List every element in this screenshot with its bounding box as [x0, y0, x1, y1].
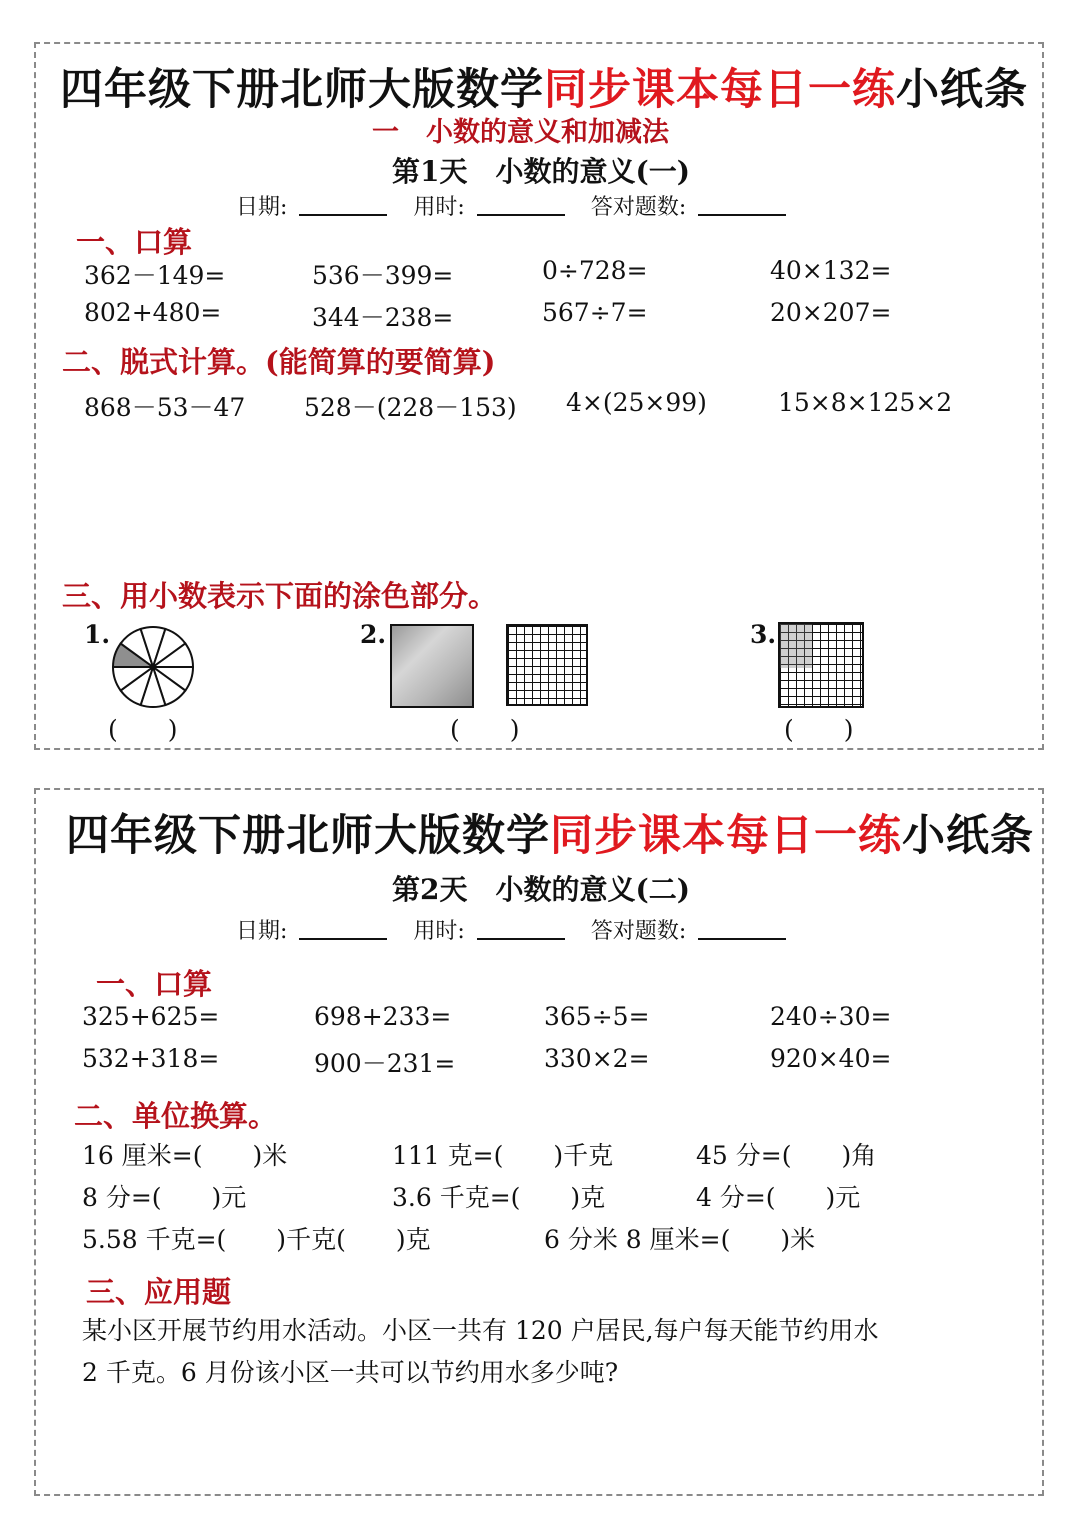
conversion-item: 3.6 千克=( )克 — [392, 1183, 606, 1212]
conversion-item: 5.58 千克=( )千克( )克 — [82, 1225, 431, 1254]
calc-item: 40×132= — [770, 256, 892, 285]
answer-paren-2[interactable]: ( ) — [450, 715, 520, 744]
conversion-item: 16 厘米=( )米 — [82, 1141, 288, 1170]
worksheet-banner — [66, 802, 1034, 863]
time-blank[interactable] — [477, 938, 565, 940]
correct-count-blank[interactable] — [698, 214, 786, 216]
day-title: 第1天 小数的意义(一) — [392, 155, 690, 188]
correct-count-label: 答对题数: — [590, 919, 687, 944]
figure-label-1: 1. — [84, 620, 111, 649]
calc-item: 325+625= — [82, 1002, 220, 1031]
step-calc-item: 868－53－47 — [84, 393, 246, 422]
figure-label-2: 2. — [360, 620, 387, 649]
banner-part-red: 同步课本每日一练 — [550, 811, 902, 861]
calc-item: 900－231= — [314, 1049, 456, 1078]
calc-item: 532+318= — [82, 1044, 220, 1073]
hundred-grid-figure — [506, 624, 588, 706]
calc-item: 240÷30= — [770, 1002, 892, 1031]
worksheet-card-day2 — [34, 788, 1044, 1496]
calc-item: 920×40= — [770, 1044, 892, 1073]
date-blank[interactable] — [299, 938, 387, 940]
correct-count-label: 答对题数: — [590, 195, 687, 220]
grid-shaded-area — [780, 624, 812, 668]
worksheet-card-day1 — [34, 42, 1044, 750]
section-title-mental-math: 一、口算 — [96, 967, 213, 1001]
step-calc-item: 15×8×125×2 — [778, 388, 953, 417]
conversion-item: 45 分=( )角 — [696, 1141, 877, 1170]
section-title-mental-math: 一、口算 — [76, 225, 193, 259]
calc-item: 536－399= — [312, 261, 454, 290]
banner-part-black: 四年级下册北师大版数学 — [60, 65, 544, 115]
time-blank[interactable] — [477, 214, 565, 216]
time-label: 用时: — [413, 919, 465, 944]
banner-part-red: 同步课本每日一练 — [544, 65, 896, 115]
calc-item: 330×2= — [544, 1044, 650, 1073]
conversion-item: 6 分米 8 厘米=( )米 — [544, 1225, 816, 1254]
answer-paren-1[interactable]: ( ) — [108, 715, 178, 744]
banner-part-black-end: 小纸条 — [902, 811, 1034, 861]
worksheet-banner — [60, 56, 1028, 117]
meta-row — [236, 190, 812, 221]
conversion-item: 111 克=( )千克 — [392, 1141, 614, 1170]
date-label: 日期: — [236, 919, 288, 944]
unit-title: 一 小数的意义和加减法 — [372, 117, 669, 148]
calc-item: 567÷7= — [542, 298, 648, 327]
time-label: 用时: — [413, 195, 465, 220]
calc-item: 698+233= — [314, 1002, 452, 1031]
section-title-shaded-decimal: 三、用小数表示下面的涂色部分。 — [62, 579, 498, 613]
section-title-word-problem: 三、应用题 — [86, 1275, 232, 1309]
correct-count-blank[interactable] — [698, 938, 786, 940]
section-title-unit-conversion: 二、单位换算。 — [74, 1099, 278, 1133]
meta-row — [236, 914, 812, 945]
calc-item: 344－238= — [312, 303, 454, 332]
calc-item: 0÷728= — [542, 256, 648, 285]
day-title: 第2天 小数的意义(二) — [392, 873, 690, 906]
calc-item: 365÷5= — [544, 1002, 650, 1031]
calc-item: 20×207= — [770, 298, 892, 327]
conversion-item: 8 分=( )元 — [82, 1183, 247, 1212]
step-calc-item: 528－(228－153) — [304, 393, 517, 422]
conversion-item: 4 分=( )元 — [696, 1183, 861, 1212]
section-title-step-calculation: 二、脱式计算。(能简算的要简算) — [62, 345, 496, 379]
calc-item: 362－149= — [84, 261, 226, 290]
figure-label-3: 3. — [750, 620, 777, 649]
date-blank[interactable] — [299, 214, 387, 216]
word-problem-line: 2 千克。6 月份该小区一共可以节约用水多少吨? — [82, 1358, 619, 1387]
answer-paren-3[interactable]: ( ) — [784, 715, 854, 744]
step-calc-item: 4×(25×99) — [566, 388, 707, 417]
shaded-square-figure — [390, 624, 474, 708]
calc-item: 802+480= — [84, 298, 222, 327]
banner-part-black-end: 小纸条 — [896, 65, 1028, 115]
date-label: 日期: — [236, 195, 288, 220]
banner-part-black: 四年级下册北师大版数学 — [66, 811, 550, 861]
word-problem-line: 某小区开展节约用水活动。小区一共有 120 户居民,每户每天能节约用水 — [82, 1316, 879, 1345]
circle-fraction-figure — [110, 624, 196, 710]
